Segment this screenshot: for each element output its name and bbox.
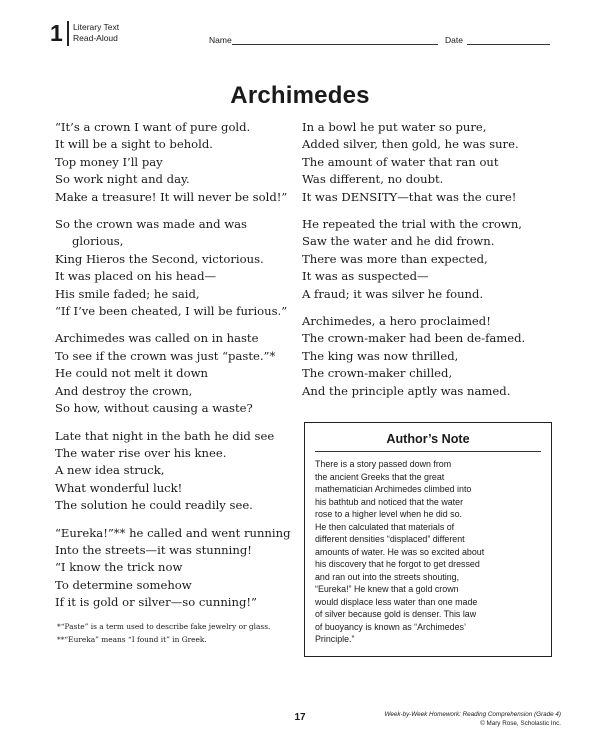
date-field[interactable] xyxy=(467,44,550,45)
lesson-number: 1 xyxy=(50,20,63,46)
poem-line: It will be a sight to behold. xyxy=(55,137,213,152)
poem-line: In a bowl he put water so pure, xyxy=(302,120,487,134)
lesson-type-line-2: Read-Aloud xyxy=(73,33,118,43)
poem-line: And destroy the crown, xyxy=(55,383,193,398)
header-divider xyxy=(67,21,69,46)
poem-column-left xyxy=(55,119,290,622)
poem-line: The crown-maker chilled, xyxy=(302,366,453,381)
poem-line: “I know the trick now xyxy=(55,560,183,575)
poem-line: It was as suspected— xyxy=(302,269,429,284)
poem-line: It was DENSITY—that was the cure! xyxy=(302,189,517,204)
poem-line: The solution he could readily see. xyxy=(55,498,253,513)
poem-line: His smile faded; he said, xyxy=(55,286,200,301)
poem-line: Archimedes was called on in haste xyxy=(55,331,259,346)
poem-line: So work night and day. xyxy=(55,172,190,187)
poem-stanza xyxy=(55,330,290,417)
authors-note-line: and ran out into the streets shouting, xyxy=(315,571,460,582)
page-number: 17 xyxy=(294,712,306,723)
authors-note-line: Principle.” xyxy=(315,634,355,644)
poem-line: A fraud; it was silver he found. xyxy=(302,286,484,301)
credit-book-title: Week-by-Week Homework: Reading Comprehension (Grade 4) xyxy=(384,711,561,718)
poem-line: The amount of water that ran out xyxy=(302,154,499,169)
authors-note-line: different densities “displaced” different xyxy=(315,534,465,544)
poem-line: A new idea struck, xyxy=(55,463,165,478)
poem-line: King Hieros the Second, victorious. xyxy=(55,251,264,266)
poem-column-right xyxy=(302,119,552,410)
poem-stanza xyxy=(55,216,290,320)
credit-line xyxy=(384,710,561,728)
poem-line: glorious, xyxy=(72,234,124,249)
poem-stanza xyxy=(55,525,290,612)
poem-line: The water rise over his knee. xyxy=(55,445,227,460)
poem-line: The crown-maker had been de-famed. xyxy=(302,331,526,346)
poem-line: What wonderful luck! xyxy=(55,480,183,495)
footnote-paste: *“Paste” is a term used to describe fake jewelry or glass. xyxy=(57,622,271,631)
credit-copyright: © Mary Rose, Scholastic Inc. xyxy=(480,720,561,727)
poem-line: Archimedes, a hero proclaimed! xyxy=(302,314,491,329)
poem-line: Saw the water and he did frown. xyxy=(302,234,495,249)
page-title: Archimedes xyxy=(230,82,370,109)
authors-note-line: mathematician Archimedes climbed into xyxy=(315,484,472,494)
authors-note-line: There is a story passed down from xyxy=(315,459,452,469)
authors-note-line: rose to a higher level when he did so. xyxy=(315,509,463,519)
poem-line: Into the streets—it was stunning! xyxy=(55,542,252,557)
poem-line: He could not melt it down xyxy=(55,366,208,381)
lesson-type-line-1: Literary Text xyxy=(73,22,120,32)
authors-note-line: his bathtub and noticed that the water xyxy=(315,496,464,507)
authors-note-line: “Eureka!” He knew that a gold crown xyxy=(315,584,459,594)
authors-note-line: He then calculated that materials of xyxy=(315,521,455,532)
poem-line: So the crown was made and was xyxy=(55,217,247,232)
poem-line: Added silver, then gold, he was sure. xyxy=(302,137,519,152)
poem-line: To determine somehow xyxy=(55,577,192,592)
poem-stanza xyxy=(302,216,552,303)
footnote-eureka: **“Eureka” means “I found it” in Greek. xyxy=(57,634,207,644)
poem-line: “It’s a crown I want of pure gold. xyxy=(55,120,251,134)
poem-line: Was different, no doubt. xyxy=(302,172,444,187)
authors-note-line: of buoyancy is known as “Archimedes’ xyxy=(315,621,466,632)
poem-line: And the principle aptly was named. xyxy=(302,383,511,398)
poem-line: “Eureka!”** he called and went running xyxy=(55,525,291,540)
authors-note-line: would displace less water than one made xyxy=(315,596,478,607)
authors-note-line: the ancient Greeks that the great xyxy=(315,471,445,482)
poem-line: There was more than expected, xyxy=(302,251,488,266)
poem-line: The king was now thrilled, xyxy=(302,348,459,363)
poem-line: So how, without causing a waste? xyxy=(55,401,253,416)
poem-line: Late that night in the bath he did see xyxy=(55,428,275,443)
lesson-type-label xyxy=(73,22,119,44)
authors-note-box xyxy=(304,422,552,657)
footnotes xyxy=(57,621,270,646)
authors-note-divider xyxy=(315,451,541,452)
name-field[interactable] xyxy=(232,44,438,45)
poem-line: If it is gold or silver—so cunning!” xyxy=(55,595,257,610)
date-label: Date xyxy=(445,35,463,45)
name-label: Name xyxy=(209,35,232,45)
authors-note-title: Author’s Note xyxy=(386,432,470,446)
poem-line: Top money I’ll pay xyxy=(55,154,163,169)
authors-note-line: amounts of water. He was so excited about xyxy=(315,546,485,557)
poem-stanza xyxy=(302,119,552,206)
poem-line: To see if the crown was just “paste.”* xyxy=(55,348,276,363)
poem-line: “If I’ve been cheated, I will be furious.” xyxy=(55,304,288,319)
authors-note-line: his discovery that he forgot to get dressed xyxy=(315,559,480,569)
authors-note-body xyxy=(315,458,547,646)
poem-line: It was placed on his head— xyxy=(55,269,217,284)
authors-note-line: of silver because gold is denser. This law xyxy=(315,609,477,619)
poem-line: He repeated the trial with the crown, xyxy=(302,217,522,232)
poem-stanza xyxy=(55,119,290,206)
poem-stanza xyxy=(55,428,290,515)
poem-stanza xyxy=(302,313,552,400)
poem-line: Make a treasure! It will never be sold!” xyxy=(55,189,288,204)
